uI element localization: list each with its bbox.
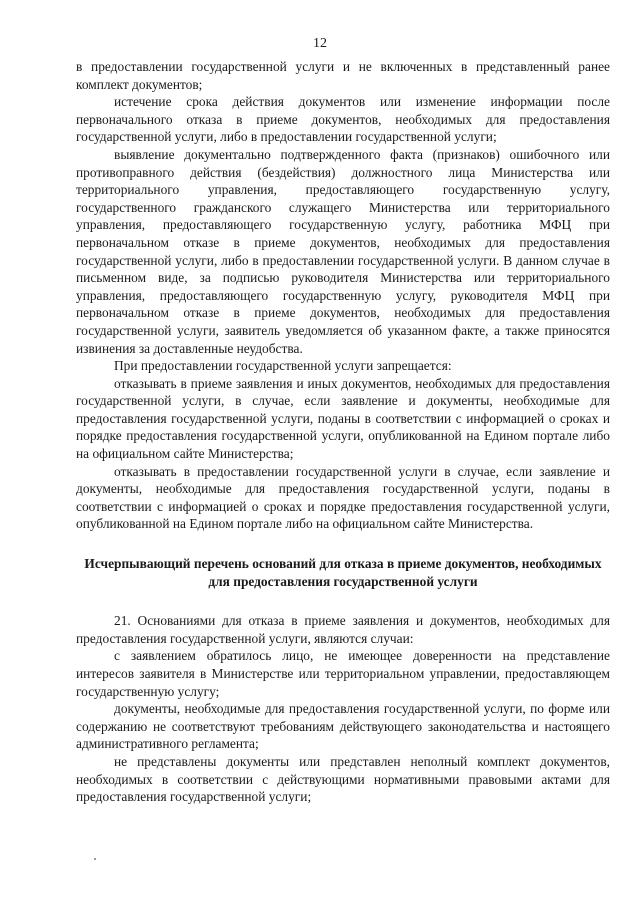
paragraph: в предоставлении государственной услуги и не включенных в представленный ранее комплект документов; — [76, 59, 610, 92]
paragraph: отказывать в приеме заявления и иных документов, необходимых для предоставления государственной услуги, в случае, если заявление и документы, необходимые для предоставления государственной услуги, поданы в соответствии с информацией о сроках и порядке предоставления государственной услуги, опубликованной на Едином портале либо на официальном сайте Министерства; — [76, 375, 610, 462]
paragraph: При предоставлении государственной услуги запрещается: — [114, 358, 452, 374]
scan-speck — [94, 858, 96, 860]
paragraph: не представлены документы или представлен неполный комплект документов, необходимых в соответствии с действующими нормативными правовыми актами для предоставления государственной услуги; — [76, 753, 610, 805]
paragraph: выявление документально подтвержденного факта (признаков) ошибочного или противоправного действия (бездействия) должностного лица Министерства или территориального управления, предоставляющего государственную услугу, государственного гражданского служащего Министерства или территориального управления, предоставляющего государственную услугу, работника МФЦ при первоначальном отказе в приеме документов, необходимых для предоставления государственной услуги, либо в предоставлении государственной услуги. В данном случае в письменном виде, за подписью руководителя Министерства или территориального управления, предоставляющего государственную услугу, руководителя МФЦ при первоначальном отказе в приеме документов, необходимых для предоставления государственной услуги, заявитель уведомляется об указанном факте, а также приносятся извинения за доставленные неудобства. — [76, 146, 610, 356]
paragraph: с заявлением обратилось лицо, не имеющее доверенности на представление интересов заявителя в Министерстве или территориальном управлении, предоставляющем государственную услугу; — [76, 648, 610, 699]
paragraph: документы, необходимые для предоставления государственной услуги, по форме или содержанию не соответствуют требованиям действующего законодательства и настоящего административного регламента; — [76, 701, 610, 752]
page-number: 12 — [313, 36, 327, 51]
paragraph: 21. Основаниями для отказа в приеме заявления и документов, необходимых для предоставления государственной услуги, являются случаи: — [76, 613, 610, 646]
paragraph: отказывать в предоставлении государственной услуги в случае, если заявление и документы, необходимые для предоставления государственной услуги, поданы в соответствии с информацией о сроках и порядке предоставления государственной услуги, опубликованной на Едином портале либо на официальном сайте Министерства. — [76, 463, 610, 532]
paragraph: истечение срока действия документов или изменение информации после первоначального отказа в приеме документов, необходимых для предоставления государственной услуги, либо в предоставлении государственной услуги; — [76, 94, 610, 145]
section-heading: Исчерпывающий перечень оснований для отказа в приеме документов, необходимых для предоставления государственной услуги — [84, 556, 602, 589]
document-body — [76, 58, 610, 806]
